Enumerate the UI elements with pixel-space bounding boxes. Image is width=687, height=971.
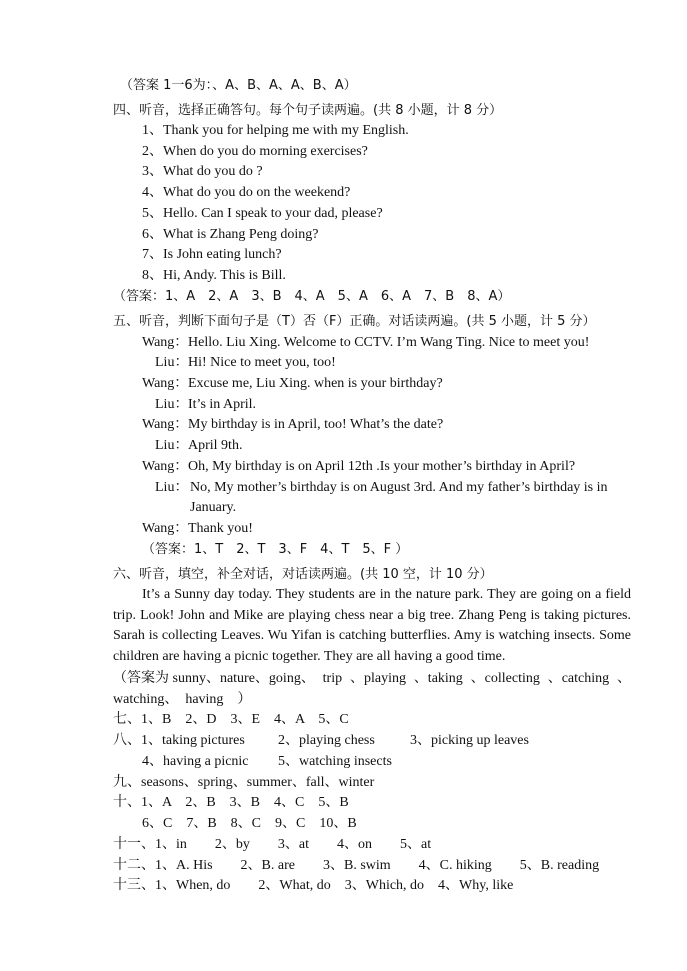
answer-word: 、playing <box>349 671 406 686</box>
dialogue-speaker: Liu： <box>155 438 189 453</box>
dialogue-speaker: Wang： <box>142 459 189 474</box>
section-13-answer: 十三、1、When, do 2、What, do 3、Which, do 4、Why, like <box>113 878 514 893</box>
section-4-item: 1、Thank you for helping me with my English. <box>142 123 409 138</box>
answer-word: 、 <box>616 671 631 686</box>
section-8-answer: 2、playing chess <box>278 733 375 748</box>
section-7-answer: 七、1、B 2、D 3、E 4、A 5、C <box>113 712 349 727</box>
section-8-answer: 4、having a picnic <box>142 754 249 769</box>
section-4-item: 3、What do you do ? <box>142 164 263 179</box>
answer-word: 、collecting <box>470 671 540 686</box>
section-4-item: 4、What do you do on the weekend? <box>142 185 351 200</box>
section-5-answer: （答案：1、T 2、T 3、F 4、T 5、F ） <box>142 542 409 557</box>
section-10-answer: 十、1、A 2、B 3、B 4、C 5、B <box>113 795 349 810</box>
section-4-item: 8、Hi, Andy. This is Bill. <box>142 268 286 283</box>
section-6-answer-continued: watching、 having ） <box>113 692 252 707</box>
dialogue-speaker: Wang： <box>142 521 189 536</box>
dialogue-text: Excuse me, Liu Xing. when is your birthday? <box>188 376 443 391</box>
section-8-answer: 5、watching insects <box>278 754 392 769</box>
section-4-answer: （答案：1、A 2、A 3、B 4、A 5、A 6、A 7、B 8、A） <box>113 289 511 304</box>
dialogue-speaker: Wang： <box>142 335 189 350</box>
section-8-answer: 3、picking up leaves <box>410 733 529 748</box>
dialogue-text: April 9th. <box>188 438 243 453</box>
dialogue-text: Hello. Liu Xing. Welcome to CCTV. I’m Wang Ting. Nice to meet you! <box>188 335 590 350</box>
dialogue-speaker: Wang： <box>142 417 189 432</box>
dialogue-speaker: Liu： <box>155 397 189 412</box>
section-4-heading: 四、听音，选择正确答句。每个句子读两遍。(共 8 小题，计 8 分） <box>113 103 503 118</box>
dialogue-text: Oh, My birthday is on April 12th .Is your mother’s birthday in April? <box>188 459 576 474</box>
section-9-answer: 九、seasons、spring、summer、fall、winter <box>113 775 375 790</box>
section-6-passage: It’s a Sunny day today. They students are in the nature park. They are going on a field trip. Look! John and Mike are playing chess near a big tree. Zhang Peng is taking pictures. Sarah is collecting Leaves. Wu Yifan is catching butterflies. Amy is watching insects. Some children are having a picnic together. They are all having a good time. <box>113 587 631 664</box>
dialogue-text: Thank you! <box>188 521 253 536</box>
section-8-answer: 八、1、taking pictures <box>113 733 245 748</box>
dialogue-speaker: Liu： <box>155 480 189 495</box>
answer-word: 、catching <box>547 671 610 686</box>
answer-word: trip <box>322 671 343 686</box>
section-4-item: 2、When do you do morning exercises? <box>142 144 368 159</box>
dialogue-text-continued: January. <box>190 500 237 515</box>
dialogue-text: My birthday is in April, too! What’s the date? <box>188 417 444 432</box>
section-4-item: 7、Is John eating lunch? <box>142 247 282 262</box>
section-11-answer: 十一、1、in 2、by 3、at 4、on 5、at <box>113 837 432 852</box>
section-4-item: 5、Hello. Can I speak to your dad, please? <box>142 206 383 221</box>
section-6-heading: 六、听音，填空，补全对话，对话读两遍。(共 10 空，计 10 分） <box>113 567 493 582</box>
dialogue-speaker: Liu： <box>155 355 189 370</box>
section-10-answer: 6、C 7、B 8、C 9、C 10、B <box>142 816 357 831</box>
section-3-answer: （答案 1一6为：、A、B、A、A、B、A） <box>120 78 357 93</box>
section-4-item: 6、What is Zhang Peng doing? <box>142 227 319 242</box>
answer-word: 、taking <box>413 671 463 686</box>
section-12-answer: 十二、1、A. His 2、B. are 3、B. swim 4、C. hiking 5、B. reading <box>113 858 600 873</box>
dialogue-text: Hi! Nice to meet you, too! <box>188 355 336 370</box>
dialogue-text: It’s in April. <box>188 397 257 412</box>
section-5-heading: 五、听音，判断下面句子是（T）否（F）正确。对话读两遍。(共 5 小题，计 5 分） <box>113 314 596 329</box>
section-6-answer-line <box>113 669 631 688</box>
dialogue-text: No, My mother’s birthday is on August 3rd. And my father’s birthday is in <box>190 480 608 495</box>
dialogue-speaker: Wang： <box>142 376 189 391</box>
answer-word: （答案为 sunny、nature、going、 <box>113 671 315 686</box>
